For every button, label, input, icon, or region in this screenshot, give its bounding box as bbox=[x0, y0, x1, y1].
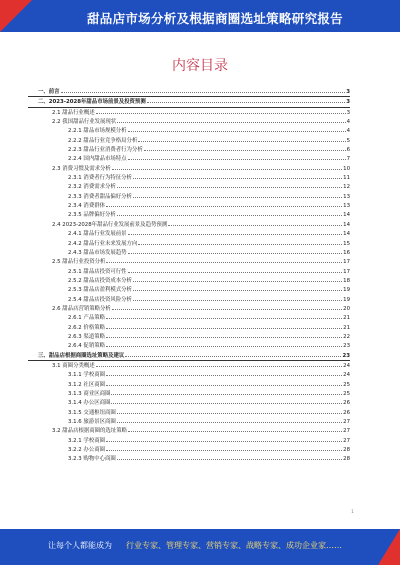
toc-entry-page: 24 bbox=[343, 372, 350, 379]
toc-entry-label: 一、前言 bbox=[38, 89, 60, 95]
toc-entry-page: 27 bbox=[343, 428, 350, 435]
toc-entry-page: 26 bbox=[343, 400, 350, 407]
toc-heading: 内容目录 bbox=[172, 58, 228, 74]
toc-entry-label: 二、2023-2028年甜品市场前景及投资预测 bbox=[38, 99, 146, 106]
toc-leader-dots bbox=[133, 296, 342, 301]
toc-entry-label: 2.5.2 甜品店投资成本分析 bbox=[68, 277, 132, 284]
toc-leader-dots bbox=[117, 118, 345, 123]
toc-entry[interactable] bbox=[28, 182, 350, 191]
toc-entry-label: 3.1 商圈分类概述 bbox=[52, 362, 95, 369]
footer-bar bbox=[0, 529, 400, 565]
toc-entry-page: 14 bbox=[343, 231, 350, 238]
page-number: 1 bbox=[351, 510, 354, 515]
toc-entry-label: 2.3 消费习惯及需求分析 bbox=[52, 165, 111, 172]
toc-entry-page: 16 bbox=[343, 249, 350, 256]
toc-entry[interactable] bbox=[28, 164, 350, 173]
footer-slogan-roles: 行业专家、管理专家、营销专家、战略专家、成功企业家…… bbox=[126, 541, 342, 550]
toc-entry-label: 2.6.2 价格策略 bbox=[68, 324, 105, 331]
toc-entry-page: 22 bbox=[343, 333, 350, 340]
toc-entry-page: 26 bbox=[343, 409, 350, 416]
toc-leader-dots bbox=[128, 155, 346, 160]
toc-leader-dots bbox=[168, 221, 342, 226]
toc-entry[interactable] bbox=[28, 239, 350, 248]
toc-entry[interactable] bbox=[28, 145, 350, 154]
toc-entry[interactable] bbox=[28, 173, 350, 182]
toc-leader-dots bbox=[147, 98, 346, 103]
toc-entry-page: 3 bbox=[346, 109, 350, 116]
toc-entry-page: 17 bbox=[343, 259, 350, 266]
toc-leader-dots bbox=[106, 258, 342, 263]
toc-entry-page: 11 bbox=[343, 175, 350, 182]
toc-entry-label: 2.4 2023-2028年甜品行业发展前景及趋势预测 bbox=[52, 221, 168, 228]
toc-entry[interactable] bbox=[28, 304, 350, 313]
toc-entry[interactable] bbox=[28, 351, 350, 361]
toc-entry-page: 21 bbox=[343, 324, 350, 331]
toc-entry-page: 27 bbox=[343, 437, 350, 444]
toc-entry[interactable] bbox=[28, 389, 350, 398]
toc-entry-page: 20 bbox=[343, 305, 350, 312]
toc-entry-page: 25 bbox=[343, 391, 350, 397]
toc-entry-label: 3.2.2 办公商圈 bbox=[68, 447, 105, 454]
toc-entry-page: 13 bbox=[343, 193, 350, 200]
header-bar bbox=[0, 0, 400, 32]
toc-entry-label: 2.2.4 国内甜品市场特点 bbox=[68, 156, 127, 163]
toc-leader-dots bbox=[106, 381, 342, 386]
toc-leader-dots bbox=[128, 427, 342, 432]
toc-entry[interactable] bbox=[28, 417, 350, 426]
toc-entry-page: 28 bbox=[343, 447, 350, 454]
footer-accent bbox=[378, 529, 400, 565]
toc-entry-label: 2.5 甜品行业投资分析 bbox=[52, 259, 106, 266]
toc-leader-dots bbox=[133, 193, 342, 198]
header-accent bbox=[0, 0, 32, 32]
toc-entry[interactable] bbox=[28, 408, 350, 417]
report-title: 甜品店市场分析及根据商圈选址策略研究报告 bbox=[86, 11, 343, 26]
toc-entry-label: 3.2.3 购物中心商圈 bbox=[68, 456, 116, 463]
toc-entry[interactable] bbox=[28, 248, 350, 257]
toc-entry-label: 2.6.4 促销策略 bbox=[68, 343, 105, 350]
toc-entry[interactable] bbox=[28, 201, 350, 210]
toc-entry-page: 25 bbox=[343, 381, 350, 388]
toc-entry-label: 2.3.3 消费者甜品偏好分析 bbox=[68, 193, 132, 200]
toc-leader-dots bbox=[125, 352, 341, 357]
toc-entry[interactable] bbox=[28, 108, 350, 117]
toc-leader-dots bbox=[106, 324, 342, 329]
toc-entry-label: 2.4.1 甜品行业发展前景 bbox=[68, 231, 127, 238]
toc-entry-page: 21 bbox=[343, 315, 350, 322]
toc-leader-dots bbox=[117, 183, 342, 188]
toc-leader-dots bbox=[117, 418, 342, 423]
toc-entry[interactable] bbox=[28, 295, 350, 304]
toc-entry-label: 2.3.2 消费需求分析 bbox=[68, 184, 116, 191]
toc-leader-dots bbox=[96, 109, 346, 114]
toc-entry-page: 10 bbox=[343, 165, 350, 172]
footer-slogan: 让每个人都能成为 bbox=[48, 541, 112, 550]
toc-leader-dots bbox=[106, 333, 342, 338]
toc-entry-label: 3.1.2 社区商圈 bbox=[68, 381, 105, 388]
toc-leader-dots bbox=[61, 88, 346, 93]
toc-entry[interactable] bbox=[28, 380, 350, 389]
toc-leader-dots bbox=[128, 230, 343, 235]
toc-entry-label: 3.1.5 交通枢纽商圈 bbox=[68, 409, 116, 416]
toc-entry[interactable] bbox=[28, 117, 350, 126]
toc-entry[interactable] bbox=[28, 454, 350, 463]
toc-entry-page: 3 bbox=[346, 99, 350, 106]
toc-entry[interactable] bbox=[28, 313, 350, 322]
toc-entry-page: 14 bbox=[343, 221, 350, 228]
toc-entry-label: 2.5.4 甜品店投资风险分析 bbox=[68, 296, 132, 303]
toc-leader-dots bbox=[117, 455, 342, 460]
toc-leader-dots bbox=[133, 174, 342, 179]
table-of-contents bbox=[28, 87, 350, 464]
toc-leader-dots bbox=[106, 342, 342, 347]
toc-leader-dots bbox=[106, 446, 342, 451]
toc-entry-page: 18 bbox=[343, 277, 350, 284]
toc-leader-dots bbox=[106, 202, 342, 207]
toc-entry-page: 13 bbox=[343, 203, 350, 210]
toc-entry[interactable] bbox=[28, 257, 350, 266]
toc-entry-label: 2.5.1 甜品店投资可行性 bbox=[68, 268, 127, 275]
toc-entry-label: 2.6.3 渠道策略 bbox=[68, 333, 105, 340]
toc-leader-dots bbox=[144, 146, 346, 151]
toc-entry[interactable] bbox=[28, 426, 350, 435]
toc-entry-label: 3.1.3 商业区商圈 bbox=[68, 391, 111, 397]
toc-leader-dots bbox=[111, 399, 342, 404]
toc-entry-label: 3.1.6 旅游景区商圈 bbox=[68, 419, 116, 426]
toc-leader-dots bbox=[133, 286, 342, 291]
toc-entry-page: 4 bbox=[346, 119, 350, 126]
toc-entry-page: 19 bbox=[343, 296, 350, 303]
toc-entry-label: 3.1.4 办公区商圈 bbox=[68, 400, 111, 407]
toc-entry[interactable] bbox=[28, 398, 350, 407]
toc-entry-label: 2.2.1 甜品市场规模分析 bbox=[68, 128, 127, 135]
toc-leader-dots bbox=[138, 240, 342, 245]
toc-entry[interactable] bbox=[28, 323, 350, 332]
toc-entry-label: 2.4.3 甜品市场发展趋势 bbox=[68, 249, 127, 256]
toc-entry-page: 12 bbox=[343, 184, 350, 191]
toc-entry-page: 28 bbox=[343, 456, 350, 463]
toc-entry-label: 2.2.3 甜品行业消费者行为分析 bbox=[68, 147, 143, 154]
toc-leader-dots bbox=[96, 362, 343, 367]
toc-entry-label: 2.3.1 消费者行为特征分析 bbox=[68, 175, 132, 182]
toc-leader-dots bbox=[138, 137, 345, 142]
toc-entry-page: 5 bbox=[346, 137, 350, 144]
toc-entry-label: 3.2.1 学校商圈 bbox=[68, 437, 105, 444]
toc-entry[interactable] bbox=[28, 229, 350, 238]
toc-entry-label: 三、甜品店根据商圈选址策略及建议 bbox=[38, 352, 125, 359]
toc-leader-dots bbox=[128, 268, 343, 273]
toc-entry-page: 4 bbox=[346, 128, 350, 135]
toc-entry-label: 2.5.3 甜品店盈利模式分析 bbox=[68, 287, 132, 294]
toc-entry[interactable] bbox=[28, 210, 350, 219]
toc-entry[interactable] bbox=[28, 285, 350, 294]
toc-entry-label: 3.2 甜品店根据商圈的选址策略 bbox=[52, 428, 127, 435]
toc-entry-label: 2.2 我国甜品行业发展现状 bbox=[52, 119, 117, 126]
toc-leader-dots bbox=[111, 390, 342, 395]
toc-entry[interactable] bbox=[28, 341, 350, 350]
toc-leader-dots bbox=[128, 127, 346, 132]
toc-leader-dots bbox=[106, 371, 342, 376]
toc-entry[interactable] bbox=[28, 361, 350, 370]
toc-entry[interactable] bbox=[28, 332, 350, 341]
toc-entry-label: 2.2.2 甜品行业竞争格局分析 bbox=[68, 137, 138, 144]
toc-leader-dots bbox=[133, 277, 342, 282]
toc-entry-page: 15 bbox=[343, 240, 350, 247]
toc-entry[interactable] bbox=[28, 97, 350, 107]
toc-entry[interactable] bbox=[28, 154, 350, 163]
toc-entry-label: 2.6 甜品店营销策略分析 bbox=[52, 305, 111, 312]
toc-entry-label: 2.3.4 消费群体 bbox=[68, 203, 105, 210]
toc-entry-page: 3 bbox=[346, 89, 350, 95]
toc-entry[interactable] bbox=[28, 445, 350, 454]
toc-entry[interactable] bbox=[28, 136, 350, 145]
toc-entry-label: 2.4.2 甜品行业未来发展方向 bbox=[68, 240, 138, 247]
toc-entry-page: 23 bbox=[342, 352, 350, 359]
toc-entry[interactable] bbox=[28, 436, 350, 445]
toc-entry-label: 3.1.1 学校商圈 bbox=[68, 372, 105, 379]
toc-entry[interactable] bbox=[28, 267, 350, 276]
toc-entry[interactable] bbox=[28, 220, 350, 229]
toc-entry-page: 27 bbox=[343, 419, 350, 426]
toc-leader-dots bbox=[106, 314, 342, 319]
toc-entry[interactable] bbox=[28, 126, 350, 135]
toc-entry[interactable] bbox=[28, 370, 350, 379]
toc-entry-page: 7 bbox=[346, 156, 350, 163]
toc-leader-dots bbox=[106, 437, 342, 442]
toc-entry-label: 2.3.5 品牌偏好分析 bbox=[68, 212, 116, 219]
toc-leader-dots bbox=[128, 249, 343, 254]
toc-entry[interactable] bbox=[28, 276, 350, 285]
toc-entry-page: 17 bbox=[343, 268, 350, 275]
toc-entry-label: 2.1 甜品行业概述 bbox=[52, 109, 95, 116]
toc-entry-page: 24 bbox=[343, 362, 350, 369]
toc-leader-dots bbox=[112, 305, 342, 310]
toc-leader-dots bbox=[117, 211, 342, 216]
toc-entry-page: 19 bbox=[343, 287, 350, 294]
toc-leader-dots bbox=[117, 409, 342, 414]
toc-entry-label: 2.6.1 产品策略 bbox=[68, 315, 105, 322]
toc-entry[interactable] bbox=[28, 192, 350, 201]
toc-leader-dots bbox=[112, 165, 342, 170]
toc-entry-page: 6 bbox=[346, 147, 350, 154]
toc-entry-page: 23 bbox=[343, 343, 350, 350]
toc-entry-page: 14 bbox=[343, 212, 350, 219]
toc-entry[interactable] bbox=[28, 87, 350, 97]
